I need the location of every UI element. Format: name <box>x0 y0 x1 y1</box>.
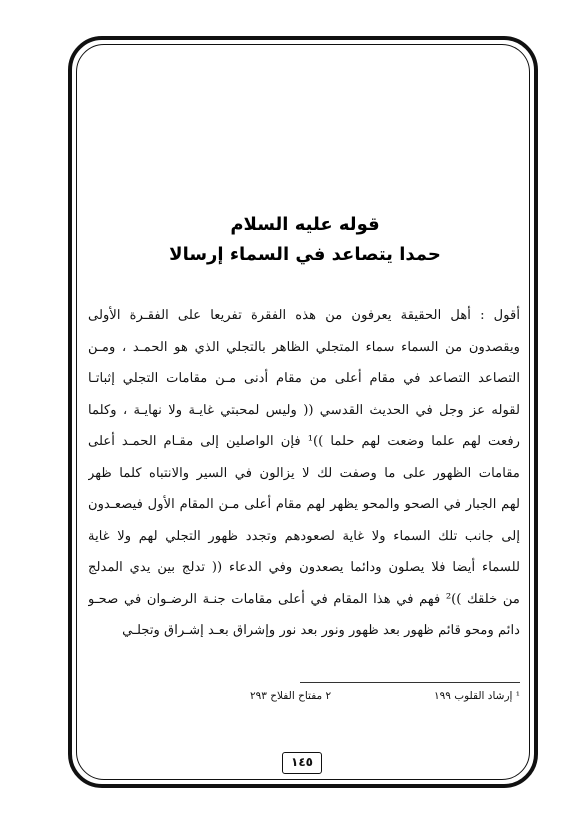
body-line: دائم ومحو قائم ظهور بعد ظهور ونور بعد نور وإشراق بعـد إشـراق وتجلـي <box>122 623 520 638</box>
body-line: لهم الجبار في الصحو والمحو يظهر لهم مقام أعلى مـن المقام الأول فيصعـدون <box>88 497 520 512</box>
body-line: التصاعد التصاعد في مقام أعلى من مقام أدنى مـن مقامات التجلي إثباتـا <box>88 371 520 386</box>
section-heading-line-1: قوله عليه السلام <box>230 214 380 235</box>
footnote-1: ¹ إرشاد القلوب ١٩٩ <box>433 690 520 702</box>
footnote-divider <box>300 682 520 683</box>
body-line: لقوله عز وجل في الحديث القدسي (( وليس لمحبتي غايـة ولا نهايـة ، وكلما <box>88 402 520 418</box>
body-line: إلى جانب تلك السماء ولا غاية لصعودهم وتجدد ظهور التجلي لهم ولا غاية <box>88 528 520 544</box>
body-line: ويقصدون من السماء سماء المتجلي الظاهر بالتجلي الذي هو الحمـد ، ومـن <box>88 339 520 355</box>
body-line: من خلقك ))² فهم في هذا المقام في أعلى مقامات جنـة الرضـوان في صحـو <box>88 591 520 607</box>
footnotes <box>250 690 520 702</box>
body-line: للسماء أيضا فلا يصلون ودائما يصعدون وفي الدعاء (( تدلج بين يدي المدلج <box>88 560 520 575</box>
section-heading-line-2: حمدا يتصاعد في السماء إرسالا <box>169 244 441 265</box>
body-line: أقول : أهل الحقيقة يعرفون من هذه الفقرة تفريعا على الفقـرة الأولى <box>88 308 520 323</box>
footnote-2: ٢ مفتاح الفلاح ٢٩٣ <box>250 690 332 702</box>
page-number: ١٤٥ <box>282 752 322 774</box>
body-line: رفعت لهم علما وضعت لهم حلما ))¹ فإن الواصلين إلى مقـام الحمـد أعلى <box>88 434 520 449</box>
body-line: مقامات الظهور على ما وصفت لك لا يزالون في السير والانتباه كلما ظهر <box>88 465 520 481</box>
body-text <box>88 300 520 647</box>
